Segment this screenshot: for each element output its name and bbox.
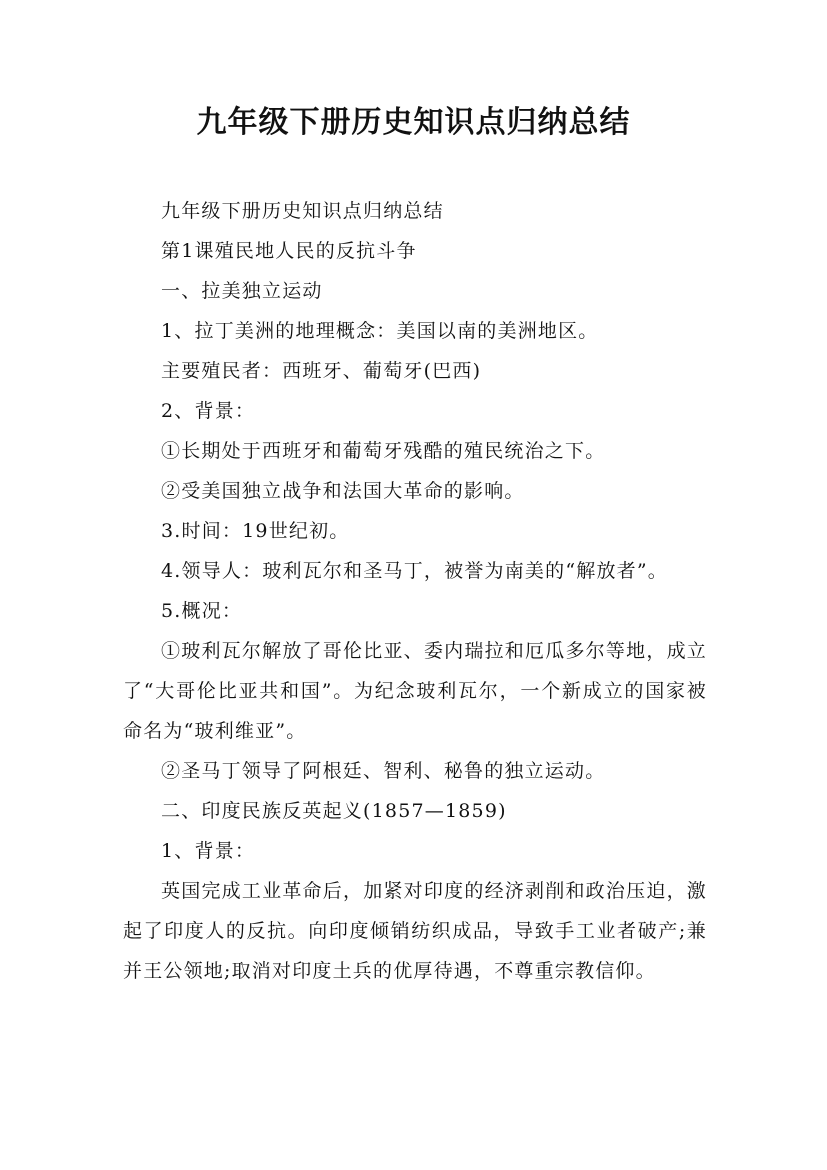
paragraph: ①玻利瓦尔解放了哥伦比亚、委内瑞拉和厄瓜多尔等地，成立了“大哥伦比亚共和国”。为纪念玻利瓦尔，一个新成立的国家被命名为“玻利维亚”。 xyxy=(123,640,707,742)
paragraph: ②圣马丁领导了阿根廷、智利、秘鲁的独立运动。 xyxy=(161,760,606,782)
paragraph: 1、背景： xyxy=(161,840,256,862)
paragraph-section-heading: 二、印度民族反英起义(1857—1859) xyxy=(161,800,507,822)
paragraph-lesson-heading: 第1课殖民地人民的反抗斗争 xyxy=(161,240,417,262)
paragraph: ②受美国独立战争和法国大革命的影响。 xyxy=(161,480,525,502)
paragraph: 3.时间：19世纪初。 xyxy=(161,520,350,542)
paragraph: 主要殖民者：西班牙、葡萄牙(巴西) xyxy=(161,360,482,382)
paragraph: 2、背景： xyxy=(161,400,256,422)
paragraph: 4.领导人：玻利瓦尔和圣马丁，被誉为南美的“解放者”。 xyxy=(161,560,668,582)
paragraph: 5.概况： xyxy=(161,600,243,622)
paragraph: 1、拉丁美洲的地理概念：美国以南的美洲地区。 xyxy=(161,320,599,342)
document-title: 九年级下册历史知识点归纳总结 xyxy=(196,105,631,140)
paragraph: ①长期处于西班牙和葡萄牙残酷的殖民统治之下。 xyxy=(161,440,606,462)
paragraph-section-heading: 一、拉美独立运动 xyxy=(161,280,323,302)
document-body xyxy=(123,191,707,991)
paragraph: 英国完成工业革命后，加紧对印度的经济剥削和政治压迫，激起了印度人的反抗。向印度倾销纺织成品，导致手工业者破产;兼并王公领地;取消对印度土兵的优厚待遇，不尊重宗教信仰。 xyxy=(123,880,707,982)
paragraph-subtitle: 九年级下册历史知识点归纳总结 xyxy=(161,200,444,222)
